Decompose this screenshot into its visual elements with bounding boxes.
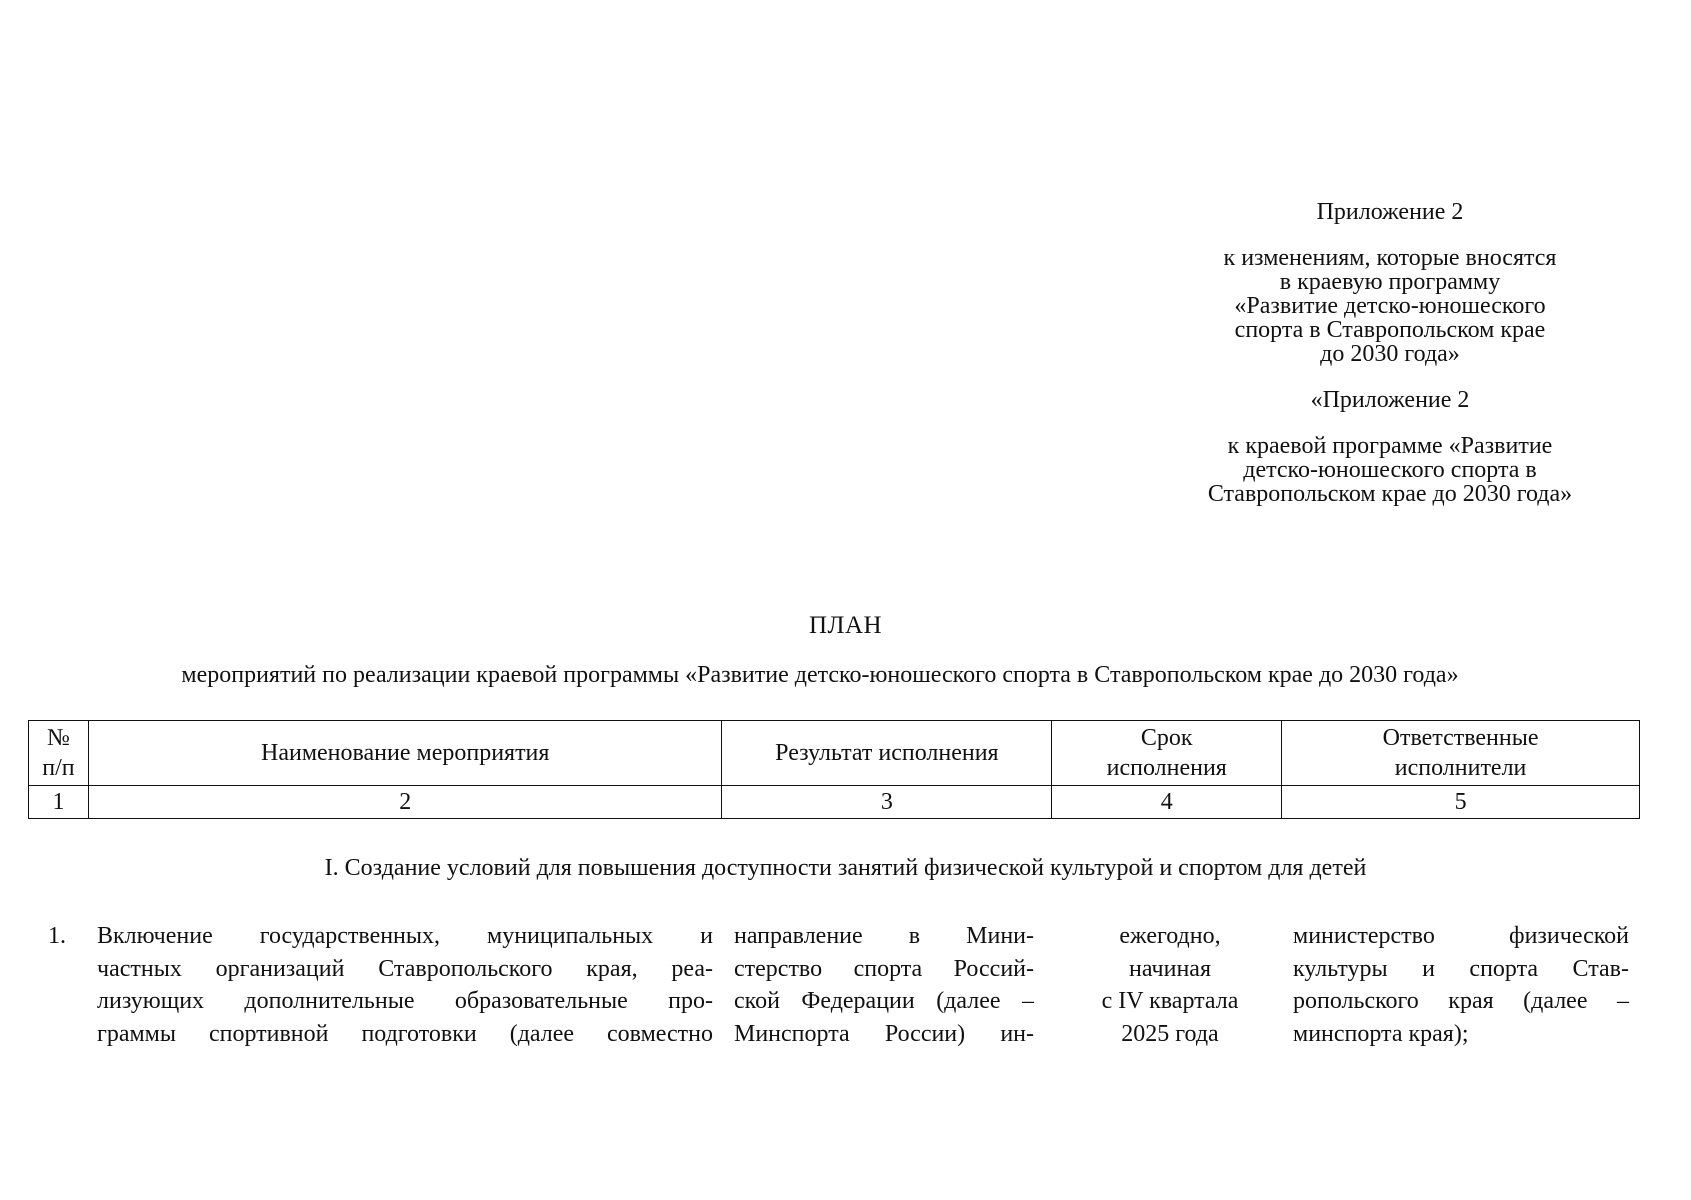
column-number: 4 — [1052, 786, 1282, 819]
column-number: 5 — [1282, 786, 1640, 819]
column-number: 1 — [29, 786, 89, 819]
row-result — [734, 920, 1034, 1050]
text-line: ропольского края (далее – — [1293, 988, 1629, 1014]
text-line: ежегодно, — [1119, 923, 1221, 949]
appendix-ref-line: к изменениям, которые вносятся — [1223, 245, 1557, 271]
column-number-row — [29, 786, 1640, 819]
row-number: 1. — [48, 923, 66, 949]
text-line: начиная — [1129, 955, 1211, 982]
text-line: лизующих дополнительные образовательные про- — [97, 988, 713, 1014]
appendix-ref-line: в краевую программу — [1279, 269, 1501, 295]
text-line: стерство спорта Россий- — [734, 955, 1034, 982]
appendix-label: Приложение 2 — [1316, 199, 1464, 225]
plan-table-header — [28, 720, 1640, 819]
text-line: культуры и спорта Став- — [1293, 955, 1629, 982]
header-row — [29, 721, 1640, 786]
row-term — [1070, 920, 1270, 1050]
text-line: 2025 года — [1121, 1020, 1219, 1047]
plan-subtitle: мероприятий по реализации краевой программы «Развитие детско-юношеского спорта в Ставропольском крае до 2030 года» — [181, 662, 1459, 688]
text-line: направление в Мини- — [734, 923, 1034, 949]
appendix-ref2-line: Ставропольском крае до 2030 года» — [1207, 481, 1573, 507]
header-event-name: Наименование мероприятия — [88, 721, 722, 786]
text-line: граммы спортивной подготовки (далее совместно — [97, 1020, 713, 1047]
column-number: 2 — [88, 786, 722, 819]
appendix-block — [1160, 200, 1620, 506]
section-title: I. Создание условий для повышения доступности занятий физической культурой и спортом для детей — [324, 855, 1367, 881]
header-number: № п/п — [29, 721, 89, 786]
appendix-ref-line: «Развитие детско-юношеского — [1234, 293, 1546, 319]
column-number: 3 — [722, 786, 1052, 819]
appendix-ref2-line: к краевой программе «Развитие — [1227, 433, 1553, 459]
appendix-ref-line: до 2030 года» — [1320, 341, 1460, 367]
appendix-ref-line: спорта в Ставропольском крае — [1234, 317, 1546, 343]
text-line: Минспорта России) ин- — [734, 1020, 1034, 1047]
text-line: минспорта края); — [1293, 1020, 1469, 1047]
text-line: частных организаций Ставропольского края, реа- — [97, 955, 713, 982]
header-term: Срок исполнения — [1052, 721, 1282, 786]
header-responsible: Ответственные исполнители — [1282, 721, 1640, 786]
row-event-name — [97, 920, 713, 1050]
header-result: Результат исполнения — [722, 721, 1052, 786]
text-line: министерство физической — [1293, 923, 1629, 949]
text-line: с IV квартала — [1101, 988, 1239, 1014]
plan-title: ПЛАН — [808, 612, 883, 639]
appendix-ref2-line: детско-юношеского спорта в — [1243, 457, 1537, 483]
appendix-label-2: «Приложение 2 — [1310, 387, 1470, 413]
row-responsible — [1293, 920, 1629, 1050]
text-line: ской Федерации (далее – — [734, 988, 1034, 1014]
text-line: Включение государственных, муниципальных и — [97, 923, 713, 949]
